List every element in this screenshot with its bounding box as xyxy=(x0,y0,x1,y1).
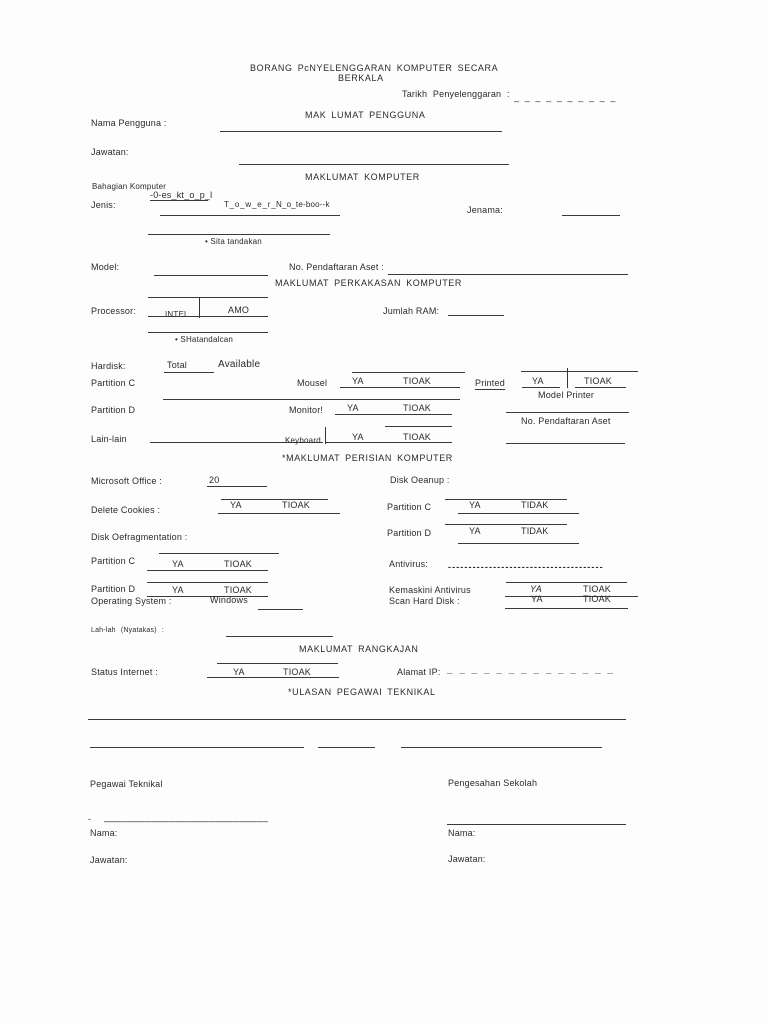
brand-line xyxy=(562,215,620,216)
tick-note: • Sita tandakan xyxy=(205,237,262,246)
division-label: Bahagian Komputer xyxy=(92,182,167,191)
os-line xyxy=(258,609,303,610)
form-title-line-2: BERKALA xyxy=(338,73,384,83)
processor-intel: INTEL xyxy=(165,310,189,319)
printer-no-line xyxy=(575,387,626,388)
disk-cleanup-label: Disk Oeanup : xyxy=(390,475,450,485)
right-name-label: Nama: xyxy=(448,828,476,838)
antivirus-label: Antivirus: xyxy=(389,559,429,569)
model-line xyxy=(154,275,268,276)
total-underline xyxy=(164,372,214,373)
review-section-heading: *ULASAN PEGAWAI TEKNIKAL xyxy=(288,687,436,697)
printer-divider xyxy=(567,368,568,388)
os-value: Windows xyxy=(210,595,248,605)
model-printer-label: Model Printer xyxy=(538,390,595,400)
cleanup-c-no: TIDAK xyxy=(521,500,549,510)
type-other-line xyxy=(148,234,330,235)
network-section-heading: MAKLUMAT RANGKAJAN xyxy=(299,644,419,654)
update-antivirus-no: TIOAK xyxy=(583,584,612,594)
harddisk-total-label: Total xyxy=(167,360,188,370)
delete-cookies-line xyxy=(218,513,340,514)
cleanup-c-top-line xyxy=(445,499,567,500)
review-line-2a xyxy=(90,747,304,748)
mouse-yes: YA xyxy=(352,376,364,386)
hardware-section-heading: MAKLUMAT PERKAKASAN KOMPUTER xyxy=(275,278,463,288)
printer-no: TIOAK xyxy=(584,376,613,386)
cleanup-d-yes: YA xyxy=(469,526,481,536)
user-name-label: Nama Pengguna : xyxy=(91,118,167,128)
user-position-label: Jawatan: xyxy=(91,147,129,157)
defrag-d-label: Partition D xyxy=(91,584,136,594)
left-position-label: Jawatan: xyxy=(90,855,128,865)
cleanup-d-label: Partition D xyxy=(387,528,432,538)
user-section-heading: MAK LUMAT PENGGUNA xyxy=(305,110,426,120)
form-title-line-1: BORANG PcNYELENGGARAN KOMPUTER SECARA xyxy=(250,63,499,73)
review-line-2c xyxy=(401,747,602,748)
type-line xyxy=(160,215,340,216)
left-signature-blank: ____________________________ xyxy=(104,812,269,823)
update-antivirus-yes: YA xyxy=(530,584,542,594)
os-label: Operating System : xyxy=(91,596,172,606)
scan-hdd-no: TIOAK xyxy=(583,594,612,604)
asset-no-line xyxy=(388,274,628,275)
printer-yes-line xyxy=(522,387,560,388)
computer-section-heading: MAKLUMAT KOMPUTER xyxy=(305,172,420,182)
review-line-2b xyxy=(318,747,375,748)
technical-officer-title: Pegawai Teknikal xyxy=(90,779,163,789)
ip-label: Alamat IP: xyxy=(397,667,441,677)
update-antivirus-line xyxy=(505,596,638,597)
printer-label: Printed xyxy=(475,378,505,388)
antivirus-blank: -------------------------------------- xyxy=(448,562,604,572)
keyboard-label: Keyboard xyxy=(285,436,321,445)
processor-label: Processor: xyxy=(91,306,137,316)
printer-asset-no-label: No. Pendaftaran Aset xyxy=(521,416,611,426)
type-option-desktop: -0-es_kt_o_p_l xyxy=(150,190,213,200)
type-option-notebook: N_o_te-boo--k xyxy=(276,200,330,209)
school-endorsement-title: Pengesahan Sekolah xyxy=(448,778,538,788)
mouse-top-line xyxy=(352,372,465,373)
desktop-underline xyxy=(150,200,208,201)
cleanup-c-line xyxy=(458,513,579,514)
date-blank: _ _ _ _ _ _ _ _ _ _ xyxy=(514,92,617,102)
delete-cookies-label: Delete Cookies : xyxy=(91,505,161,515)
ms-office-line xyxy=(207,486,267,487)
defrag-c-label: Partition C xyxy=(91,556,136,566)
left-signature-dash: - xyxy=(88,814,92,824)
processor-top-line xyxy=(148,297,268,298)
software-others-line xyxy=(226,636,333,637)
scan-hdd-label: Scan Hard Disk : xyxy=(389,596,460,606)
keyboard-yes: YA xyxy=(352,432,364,442)
internet-no: TIOAK xyxy=(283,667,312,677)
type-option-tower: T_o_w_e_r_ xyxy=(224,200,277,209)
tick-note-processor: • SHatandalcan xyxy=(175,335,234,344)
keyboard-line xyxy=(325,442,452,443)
ms-office-label: Microsoft Office : xyxy=(91,476,162,486)
right-position-label: Jawatan: xyxy=(448,854,486,864)
cleanup-d-top-line xyxy=(445,524,567,525)
defrag-c-line xyxy=(147,570,268,571)
user-name-line xyxy=(220,131,502,132)
scan-hdd-line xyxy=(505,608,628,609)
partition-c-line xyxy=(163,399,460,400)
internet-top-line xyxy=(217,663,338,664)
monitor-no: TIOAK xyxy=(403,403,432,413)
mouse-line xyxy=(340,387,460,388)
delete-cookies-no: TIOAK xyxy=(282,500,311,510)
mouse-label: Mousel xyxy=(297,378,328,388)
date-label: Tarikh Penyelenggaran : xyxy=(402,89,510,99)
defrag-c-yes: YA xyxy=(172,559,184,569)
brand-label: Jenama: xyxy=(467,205,503,215)
defrag-d-no: TIOAK xyxy=(224,585,253,595)
user-position-line xyxy=(239,164,509,165)
keyboard-no: TIOAK xyxy=(403,432,432,442)
harddisk-label: Hardisk: xyxy=(91,361,126,371)
defrag-c-top-line xyxy=(159,553,279,554)
ram-label: Jumlah RAM: xyxy=(383,306,440,316)
harddisk-available-label: Available xyxy=(218,359,261,370)
printer-label-underline xyxy=(475,389,505,390)
software-section-heading: *MAKLUMAT PERISIAN KOMPUTER xyxy=(282,453,453,463)
monitor-line xyxy=(335,414,452,415)
partition-d-label: Partition D xyxy=(91,405,136,415)
processor-bottom-line xyxy=(148,332,268,333)
review-line-1 xyxy=(88,719,626,720)
scan-hdd-yes: YA xyxy=(531,594,543,604)
processor-amd: AMO xyxy=(228,305,250,315)
internet-label: Status Internet : xyxy=(91,667,158,677)
ms-office-value: 20 xyxy=(209,475,220,485)
defrag-d-top-line xyxy=(147,582,268,583)
defrag-d-yes: YA xyxy=(172,585,184,595)
partition-c-label: Partition C xyxy=(91,378,136,388)
update-antivirus-label: Kemaskini Antivirus xyxy=(389,585,471,595)
model-printer-line xyxy=(506,412,629,413)
internet-yes: YA xyxy=(233,667,245,677)
type-label: Jenis: xyxy=(91,200,116,210)
others-label: Lain-lain xyxy=(91,434,127,444)
cleanup-c-yes: YA xyxy=(469,500,481,510)
internet-line xyxy=(207,677,339,678)
mouse-no: TIOAK xyxy=(403,376,432,386)
keyboard-top-line xyxy=(385,426,452,427)
ram-line xyxy=(448,315,504,316)
delete-cookies-yes: YA xyxy=(230,500,242,510)
asset-no-label: No. Pendaftaran Aset : xyxy=(289,262,384,272)
cleanup-d-no: TIDAK xyxy=(521,526,549,536)
update-antivirus-top-line xyxy=(506,582,627,583)
monitor-yes: YA xyxy=(347,403,359,413)
defrag-c-no: TIOAK xyxy=(224,559,253,569)
printer-top-line xyxy=(521,371,638,372)
cleanup-c-label: Partition C xyxy=(387,502,432,512)
defrag-label: Disk Oefragmentation : xyxy=(91,532,188,542)
model-label: Model: xyxy=(91,262,120,272)
right-signature-line xyxy=(447,824,626,825)
left-name-label: Nama: xyxy=(90,828,118,838)
printer-asset-no-line xyxy=(506,443,625,444)
cleanup-d-line xyxy=(458,543,579,544)
processor-mid-line xyxy=(148,316,268,317)
processor-divider xyxy=(199,297,200,318)
ip-blank: _ _ _ _ _ _ _ _ _ _ _ _ _ _ xyxy=(447,664,615,675)
software-others-label: Lah-lah (Nyatakas) : xyxy=(91,627,165,634)
printer-yes: YA xyxy=(532,376,544,386)
monitor-label: Monitor! xyxy=(289,405,324,415)
